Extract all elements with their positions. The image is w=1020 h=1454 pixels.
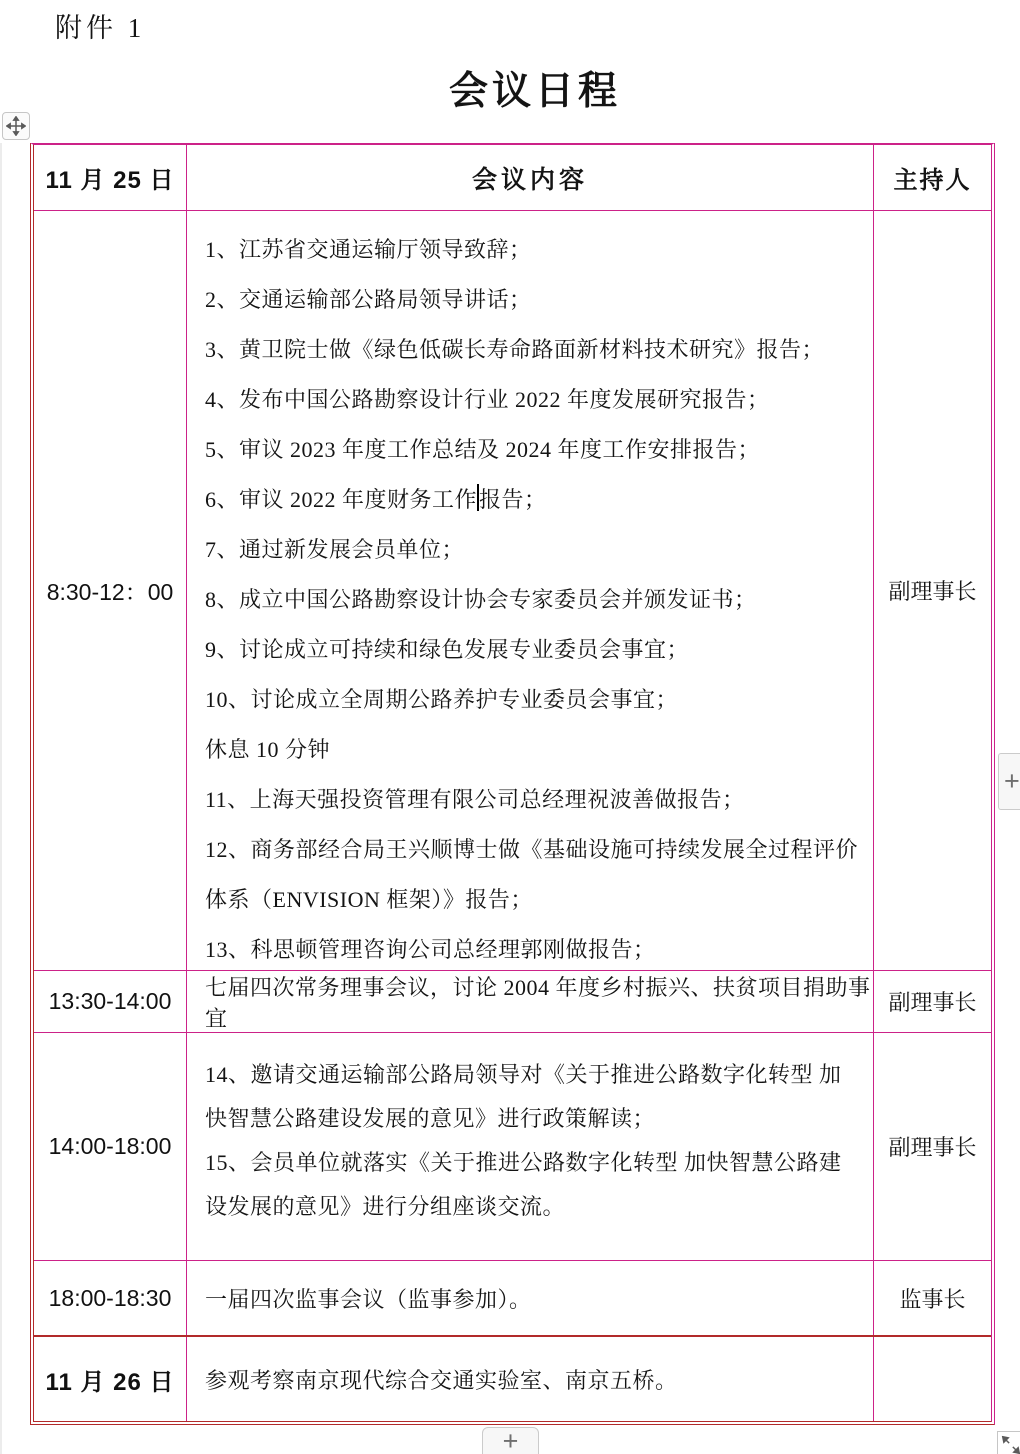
agenda-item	[205, 475, 861, 525]
session2-time-cell[interactable]: 13:30-14:00	[34, 971, 187, 1032]
table-row	[34, 1335, 991, 1421]
attachment-label[interactable]: 附件 1	[55, 13, 146, 43]
session3-host-cell[interactable]: 副理事长	[873, 1033, 991, 1260]
agenda-item: 15、会员单位就落实《关于推进公路数字化转型 加快智慧公路建设发展的意见》进行分组座谈交流。	[205, 1150, 842, 1219]
header-content-cell[interactable]: 会议内容	[471, 166, 588, 194]
agenda-item: 1、江苏省交通运输厅领导致辞；	[205, 237, 532, 262]
session2-content-cell[interactable]: 七届四次常务理事会议，讨论 2004 年度乡村振兴、扶贫项目捐助事宜	[205, 974, 871, 1031]
insert-column-button[interactable]	[998, 753, 1020, 810]
page-title[interactable]: 会议日程	[448, 70, 621, 113]
table-row	[34, 1260, 991, 1335]
agenda-item: 3、黄卫院士做《绿色低碳长寿命路面新材料技术研究》报告；	[205, 337, 825, 362]
table-header-row	[34, 145, 991, 210]
session1-host-cell[interactable]: 副理事长	[873, 211, 991, 970]
session3-time-cell[interactable]: 14:00-18:00	[34, 1033, 187, 1260]
session2-host-cell[interactable]: 副理事长	[873, 971, 991, 1032]
header-date-cell[interactable]: 11 月 25 日	[34, 145, 187, 210]
session4-time-cell[interactable]: 18:00-18:30	[34, 1261, 187, 1335]
move-icon	[6, 116, 26, 136]
agenda-item: 14、邀请交通运输部公路局领导对《关于推进公路数字化转型 加快智慧公路建设发展的意见》进行政策解读；	[205, 1062, 842, 1131]
table-row	[34, 1032, 991, 1260]
insert-row-button[interactable]	[482, 1427, 539, 1454]
session5-date-cell[interactable]: 11 月 26 日	[34, 1337, 187, 1421]
agenda-item: 12、商务部经合局王兴顺博士做《基础设施可持续发展全过程评价体系（ENVISION 框架）》报告；	[205, 837, 859, 912]
session1-time-cell[interactable]: 8:30-12：00	[34, 211, 187, 970]
session4-content-cell[interactable]: 一届四次监事会议（监事参加）。	[205, 1286, 532, 1312]
table-move-handle[interactable]	[2, 112, 30, 140]
table-row	[34, 210, 991, 970]
plus-icon: +	[502, 1426, 519, 1454]
agenda-item: 2、交通运输部公路局领导讲话；	[205, 287, 532, 312]
agenda-item: 13、科思顿管理咨询公司总经理郭刚做报告；	[205, 937, 656, 962]
agenda-item: 11、上海天强投资管理有限公司总经理祝波善做报告；	[205, 787, 745, 812]
agenda-item: 5、审议 2023 年度工作总结及 2024 年度工作安排报告；	[205, 437, 761, 462]
window-edge-line	[0, 143, 2, 1454]
session1-content-cell[interactable]	[187, 211, 873, 970]
agenda-item: 8、成立中国公路勘察设计协会专家委员会并颁发证书；	[205, 587, 757, 612]
agenda-item: 7、通过新发展会员单位；	[205, 537, 465, 562]
session4-host-cell[interactable]: 监事长	[873, 1261, 991, 1335]
agenda-item: 4、发布中国公路勘察设计行业 2022 年度发展研究报告；	[205, 387, 770, 412]
agenda-item: 10、讨论成立全周期公路养护专业委员会事宜；	[205, 687, 679, 712]
table-resize-handle[interactable]	[997, 1431, 1020, 1454]
agenda-item-text: 报告；	[479, 487, 547, 512]
agenda-item-text: 6、审议 2022 年度财务工作	[205, 487, 478, 512]
header-host-cell[interactable]: 主持人	[873, 145, 991, 210]
session3-content-cell[interactable]	[187, 1033, 873, 1260]
session5-host-cell[interactable]	[873, 1337, 991, 1421]
table-row	[34, 970, 991, 1032]
agenda-table	[30, 143, 995, 1425]
session5-content-cell[interactable]: 参观考察南京现代综合交通实验室、南京五桥。	[205, 1367, 678, 1393]
agenda-item: 休息 10 分钟	[205, 737, 331, 762]
diagonal-resize-icon	[1000, 1434, 1020, 1454]
agenda-item: 9、讨论成立可持续和绿色发展专业委员会事宜；	[205, 637, 690, 662]
plus-icon: +	[1004, 766, 1020, 796]
